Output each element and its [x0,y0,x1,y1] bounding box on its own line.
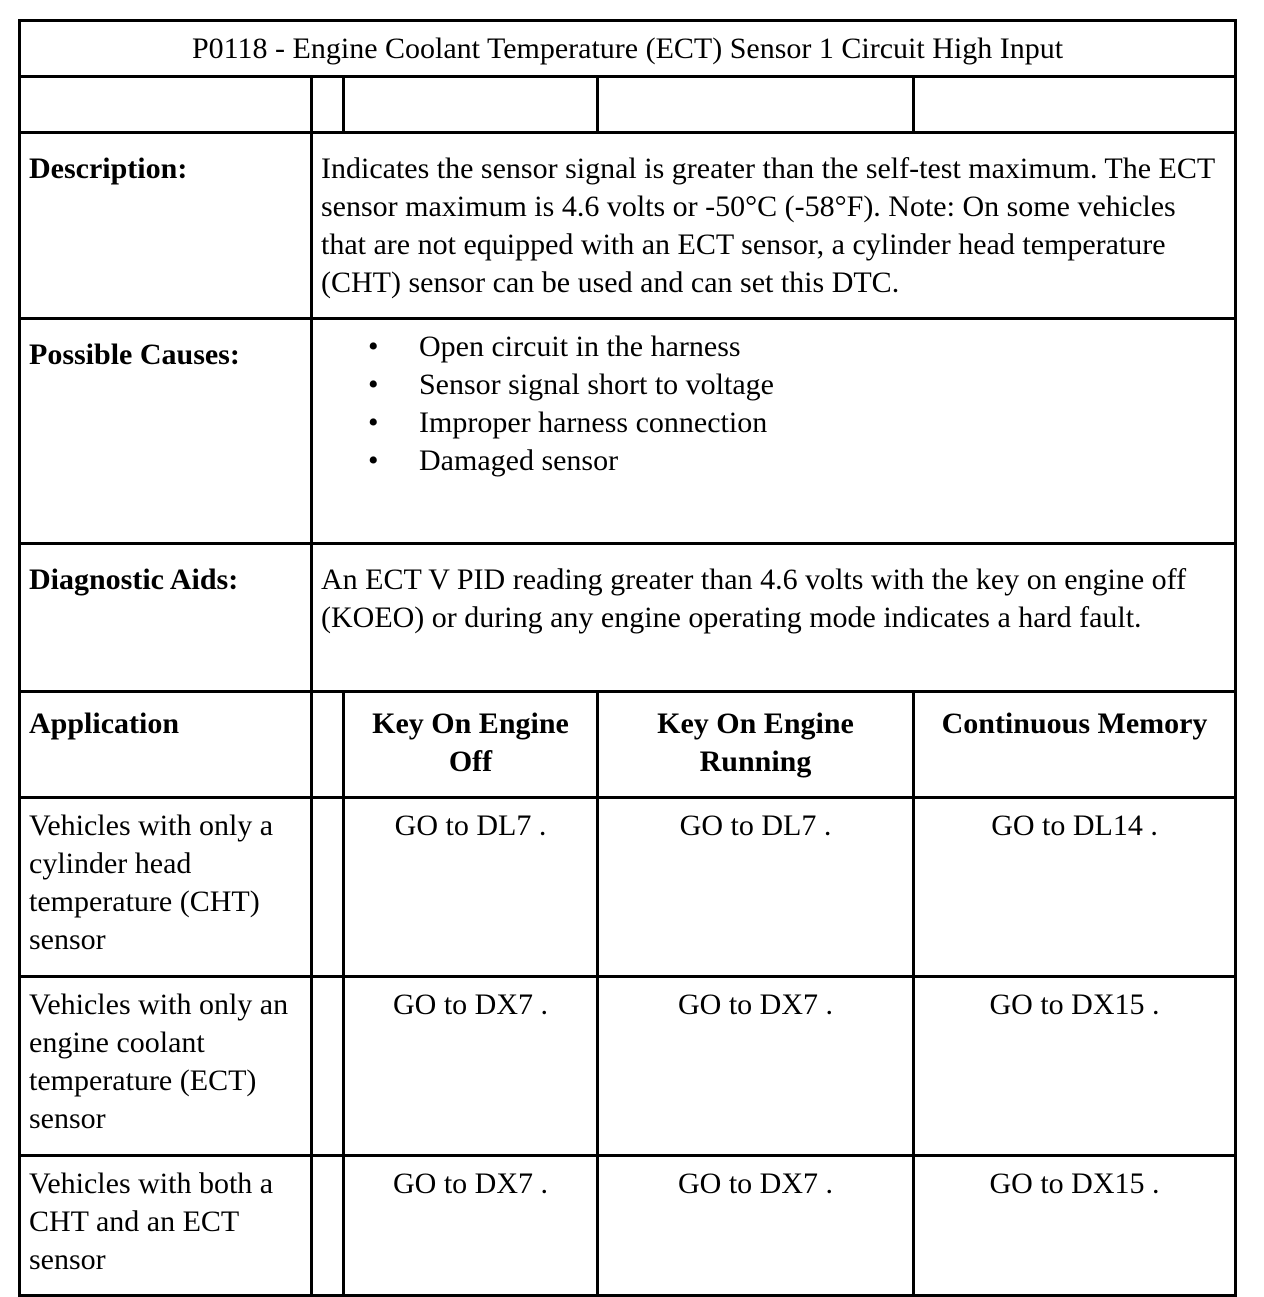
description-text: Indicates the sensor signal is greater than the self-test maximum. The ECT sensor maximum is 4.6 volts or -50°C (-58°F). Note: On some vehicles that are not equipped with an ECT sensor, a cylinder head temperature (CHT) sensor can be used and can set this DTC. [312,133,1236,319]
koer-step: GO to DX7 . [598,1156,914,1296]
koeo-header: Key On Engine Off [344,692,598,798]
possible-causes-list [313,328,1234,480]
koeo-step: GO to DX7 . [344,977,598,1156]
bullet-icon: • [368,330,379,363]
empty-row [20,77,1236,133]
cause-text: Open circuit in the harness [419,330,741,363]
description-label: Description: [20,133,312,319]
diagnostic-aids-text: An ECT V PID reading greater than 4.6 volts with the key on engine off (KOEO) or during any engine operating mode indicates a hard fault. [312,544,1236,692]
bullet-icon: • [368,406,379,439]
table-row [20,1156,1236,1296]
continuous-memory-step: GO to DX15 . [914,1156,1236,1296]
spacer-cell [312,977,344,1156]
spacer-cell [312,1156,344,1296]
list-item [313,404,1234,442]
possible-causes-cell [312,319,1236,544]
spacer-cell [312,692,344,798]
empty-cell [312,77,344,133]
application-label: Vehicles with only an engine coolant temperature (ECT) sensor [20,977,312,1156]
empty-cell [344,77,598,133]
koer-step: GO to DX7 . [598,977,914,1156]
empty-cell [914,77,1236,133]
koer-step: GO to DL7 . [598,798,914,977]
diagnostic-aids-label: Diagnostic Aids: [20,544,312,692]
application-label: Vehicles with only a cylinder head temperature (CHT) sensor [20,798,312,977]
cause-text: Improper harness connection [419,406,768,439]
page-title: P0118 - Engine Coolant Temperature (ECT) Sensor 1 Circuit High Input [20,21,1236,77]
table-row [20,977,1236,1156]
bullet-icon: • [368,368,379,401]
continuous-memory-header: Continuous Memory [914,692,1236,798]
continuous-memory-step: GO to DL14 . [914,798,1236,977]
list-item [313,328,1234,366]
list-item [313,366,1234,404]
application-header: Application [20,692,312,798]
title-row [20,21,1236,77]
table-row [20,798,1236,977]
possible-causes-row [20,319,1236,544]
cause-text: Sensor signal short to voltage [419,368,774,401]
diagnostic-aids-row [20,544,1236,692]
application-label: Vehicles with both a CHT and an ECT sensor [20,1156,312,1296]
dtc-table [18,19,1237,1297]
cause-text: Damaged sensor [419,444,619,477]
empty-cell [20,77,312,133]
description-row [20,133,1236,319]
list-item [313,442,1234,480]
koeo-step: GO to DL7 . [344,798,598,977]
continuous-memory-step: GO to DX15 . [914,977,1236,1156]
application-header-row [20,692,1236,798]
koer-header: Key On Engine Running [598,692,914,798]
bullet-icon: • [368,444,379,477]
koeo-step: GO to DX7 . [344,1156,598,1296]
possible-causes-label: Possible Causes: [20,319,312,544]
empty-cell [598,77,914,133]
spacer-cell [312,798,344,977]
